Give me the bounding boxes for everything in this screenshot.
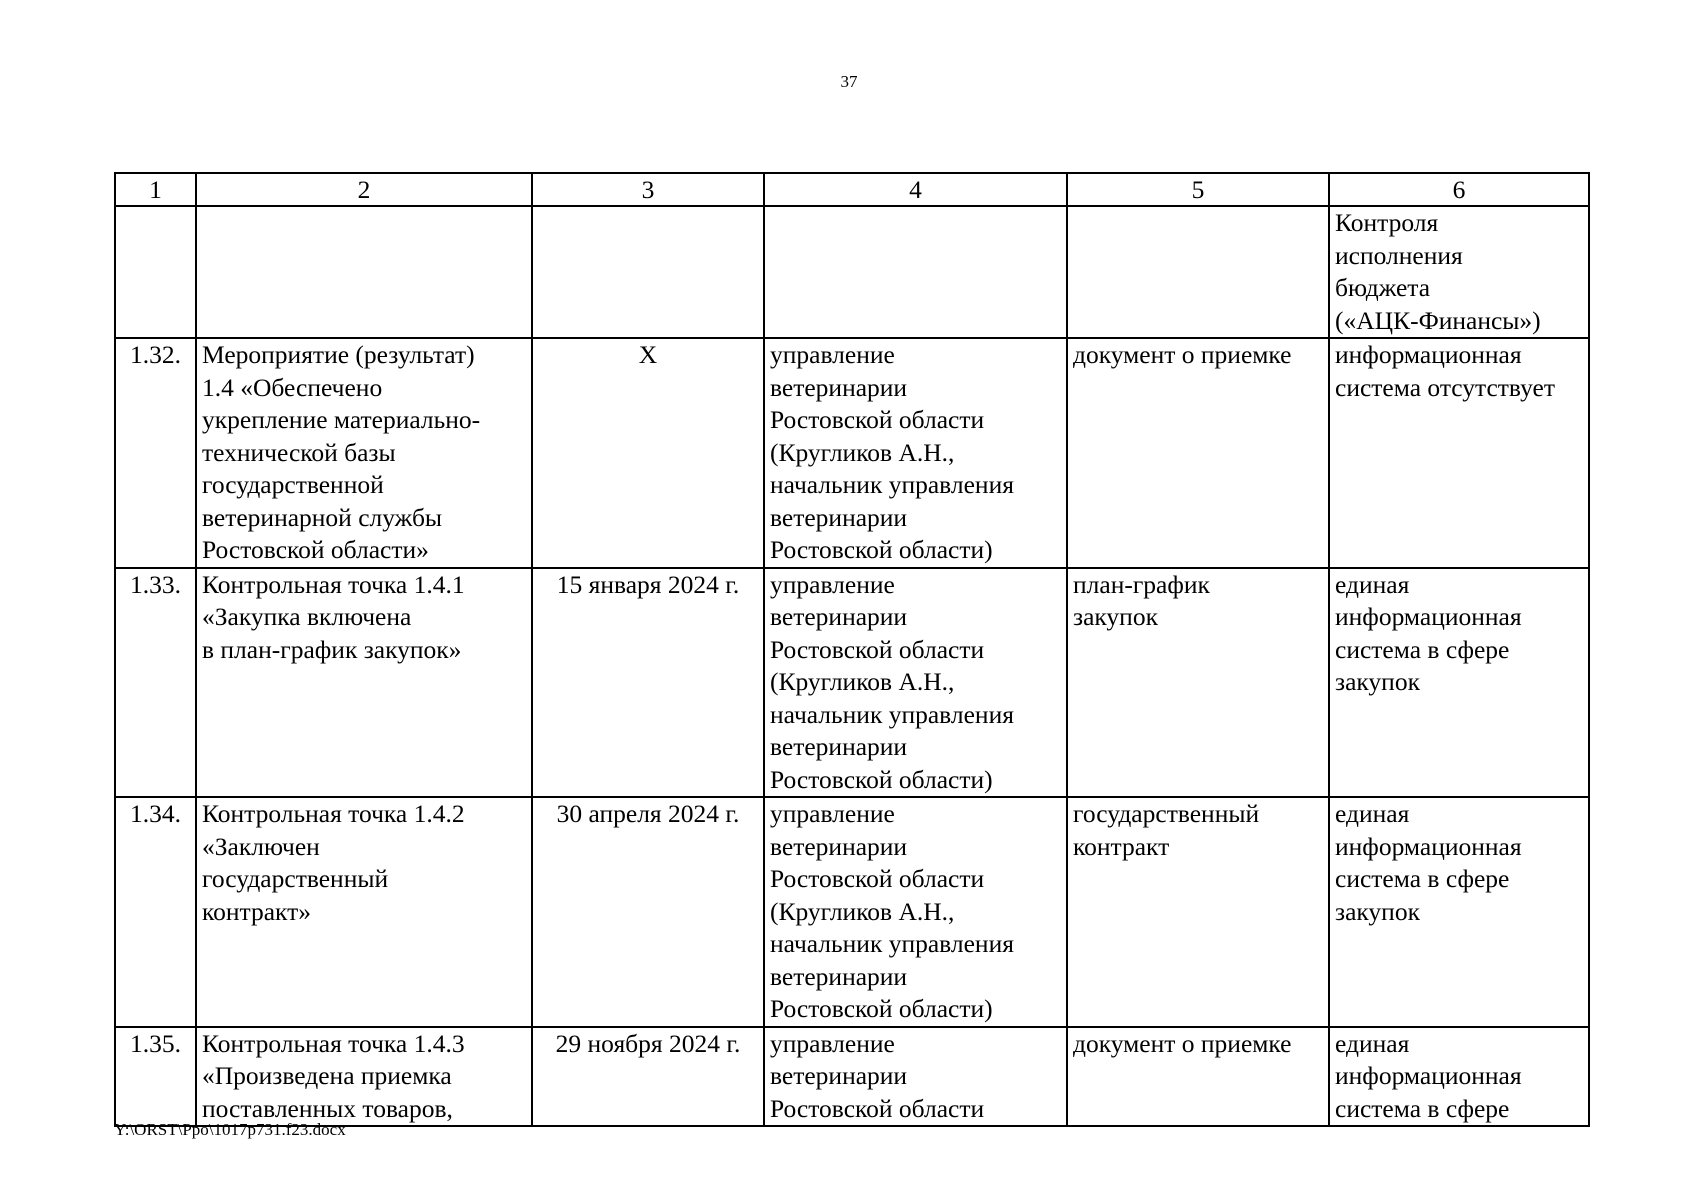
- cell-text-line: начальник управления: [770, 470, 1014, 499]
- cell-text-line: документ о приемке: [1073, 340, 1292, 369]
- document-type-cell: [1067, 1027, 1329, 1127]
- cell-text-line: закупок: [1335, 896, 1420, 926]
- row-number-cell: 1.33.: [115, 568, 196, 798]
- schedule-table: [114, 172, 1590, 1127]
- cell-text-line: единая: [1335, 1028, 1410, 1058]
- cell-text-line: управление: [770, 340, 895, 369]
- info-system-cell: [1329, 568, 1589, 798]
- table-row: [115, 206, 1589, 338]
- column-number-header: 4: [764, 173, 1067, 206]
- table-header-row: [115, 173, 1589, 206]
- cell-text-line: информационная: [1335, 602, 1522, 631]
- cell-text-line: закупок: [1073, 602, 1158, 631]
- document-type-cell: [1067, 797, 1329, 1027]
- cell-text-line: ветеринарной службы: [202, 502, 443, 532]
- document-type-cell: [1067, 206, 1329, 338]
- info-system-cell: [1329, 206, 1589, 338]
- cell-text-line: государственной: [202, 470, 384, 499]
- cell-text-line: план-график: [1073, 569, 1210, 599]
- cell-text-line: система в сфере: [1335, 634, 1510, 664]
- cell-text-line: Ростовской области: [770, 405, 985, 434]
- cell-text-line: Ростовской области: [770, 1093, 985, 1123]
- responsible-cell: [764, 1027, 1067, 1127]
- cell-text-line: информационная: [1335, 831, 1522, 861]
- cell-text-line: «Заключен: [202, 831, 320, 861]
- cell-text-line: государственный: [1073, 799, 1260, 828]
- cell-text-line: Ростовской области: [770, 864, 985, 893]
- cell-text-line: управление: [770, 799, 895, 828]
- due-date-cell: [532, 206, 764, 338]
- cell-text-line: ветеринарии: [770, 732, 908, 761]
- responsible-cell: [764, 206, 1067, 338]
- cell-text-line: ветеринарии: [770, 1061, 908, 1090]
- cell-text-line: ветеринарии: [770, 961, 908, 991]
- row-number-cell: 1.34.: [115, 797, 196, 1027]
- cell-text-line: бюджета: [1335, 273, 1431, 302]
- cell-text-line: ветеринарии: [770, 372, 908, 402]
- cell-text-line: Контрольная точка 1.4.1: [202, 569, 465, 599]
- cell-text-line: «Произведена приемка: [202, 1061, 452, 1090]
- activity-name-cell: [196, 206, 532, 338]
- column-number-header: 5: [1067, 173, 1329, 206]
- cell-text-line: начальник управления: [770, 699, 1014, 729]
- cell-text-line: Ростовской области: [770, 634, 985, 664]
- column-number-header: 6: [1329, 173, 1589, 206]
- page-number: 37: [840, 72, 858, 91]
- cell-text-line: система в сфере: [1335, 864, 1510, 893]
- cell-text-line: контракт»: [202, 896, 311, 926]
- cell-text-line: «Закупка включена: [202, 602, 412, 631]
- cell-text-line: (Кругликов А.Н.,: [770, 437, 955, 467]
- cell-text-line: Ростовской области»: [202, 535, 429, 564]
- cell-text-line: 1.4 «Обеспечено: [202, 372, 383, 402]
- cell-text-line: исполнения: [1335, 240, 1463, 270]
- row-number-cell: 1.35.: [115, 1027, 196, 1127]
- cell-text-line: в план-график закупок»: [202, 634, 462, 664]
- cell-text-line: система в сфере: [1335, 1093, 1510, 1123]
- cell-text-line: («АЦК-Финансы»): [1335, 305, 1541, 335]
- cell-text-line: управление: [770, 1028, 895, 1058]
- due-date-cell: 30 апреля 2024 г.: [532, 797, 764, 1027]
- cell-text-line: единая: [1335, 569, 1410, 599]
- cell-text-line: Ростовской области): [770, 764, 993, 794]
- row-number-cell: [115, 206, 196, 338]
- info-system-cell: [1329, 797, 1589, 1027]
- info-system-cell: [1329, 338, 1589, 568]
- cell-text-line: начальник управления: [770, 929, 1014, 958]
- cell-text-line: Контроля: [1335, 208, 1439, 237]
- cell-text-line: ветеринарии: [770, 831, 908, 861]
- footer-file-path: Y:\ORST\Ppo\1017p731.f23.docx: [114, 1120, 346, 1139]
- cell-text-line: ветеринарии: [770, 602, 908, 631]
- cell-text-line: Контрольная точка 1.4.2: [202, 799, 465, 828]
- cell-text-line: управление: [770, 569, 895, 599]
- table-row: [115, 568, 1589, 798]
- document-type-cell: [1067, 338, 1329, 568]
- column-number-header: 2: [196, 173, 532, 206]
- cell-text-line: Ростовской области): [770, 535, 993, 564]
- cell-text-line: укрепление материально-: [202, 405, 481, 434]
- activity-name-cell: [196, 797, 532, 1027]
- row-number-cell: 1.32.: [115, 338, 196, 568]
- responsible-cell: [764, 338, 1067, 568]
- cell-text-line: Ростовской области): [770, 994, 993, 1023]
- table-row: [115, 797, 1589, 1027]
- activity-name-cell: [196, 338, 532, 568]
- document-type-cell: [1067, 568, 1329, 798]
- cell-text-line: документ о приемке: [1073, 1028, 1292, 1058]
- due-date-cell: X: [532, 338, 764, 568]
- column-number-header: 3: [532, 173, 764, 206]
- activity-name-cell: [196, 1027, 532, 1127]
- cell-text-line: Контрольная точка 1.4.3: [202, 1028, 465, 1058]
- cell-text-line: информационная: [1335, 1061, 1522, 1090]
- cell-text-line: технической базы: [202, 437, 396, 467]
- activity-name-cell: [196, 568, 532, 798]
- cell-text-line: информационная: [1335, 340, 1522, 369]
- cell-text-line: контракт: [1073, 831, 1170, 861]
- responsible-cell: [764, 797, 1067, 1027]
- cell-text-line: Мероприятие (результат): [202, 340, 475, 369]
- cell-text-line: (Кругликов А.Н.,: [770, 667, 955, 696]
- column-number-header: 1: [115, 173, 196, 206]
- cell-text-line: государственный: [202, 864, 389, 893]
- info-system-cell: [1329, 1027, 1589, 1127]
- due-date-cell: 29 ноября 2024 г.: [532, 1027, 764, 1127]
- cell-text-line: закупок: [1335, 667, 1420, 696]
- cell-text-line: единая: [1335, 799, 1410, 828]
- table-row: [115, 1027, 1589, 1127]
- due-date-cell: 15 января 2024 г.: [532, 568, 764, 798]
- cell-text-line: ветеринарии: [770, 502, 908, 532]
- cell-text-line: (Кругликов А.Н.,: [770, 896, 955, 926]
- responsible-cell: [764, 568, 1067, 798]
- cell-text-line: поставленных товаров,: [202, 1093, 453, 1123]
- cell-text-line: система отсутствует: [1335, 372, 1555, 402]
- table-row: [115, 338, 1589, 568]
